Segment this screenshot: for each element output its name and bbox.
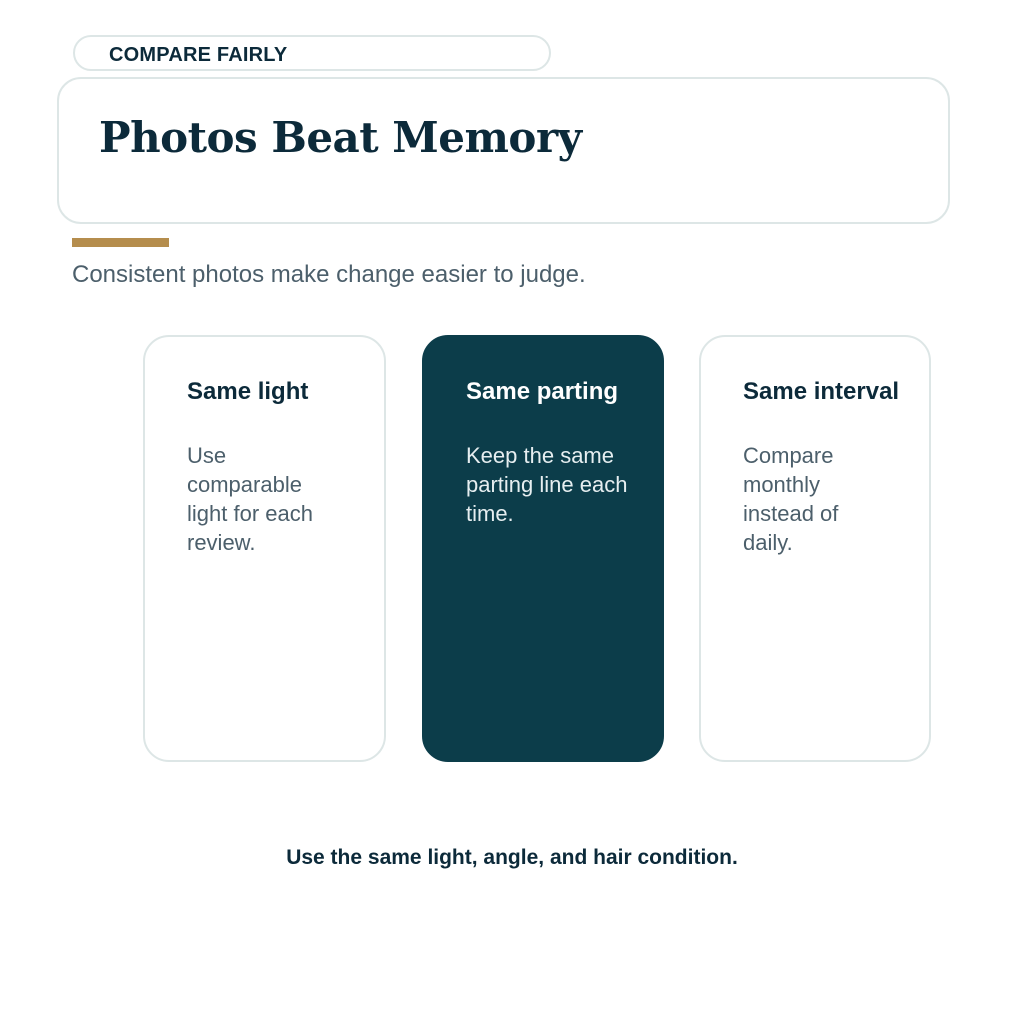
title-card bbox=[57, 77, 950, 224]
tip-card-heading: Same light bbox=[187, 378, 309, 405]
tip-card-heading: Same interval bbox=[743, 378, 900, 405]
page-subtitle: Consistent photos make change easier to judge. bbox=[72, 261, 586, 288]
footer-note: Use the same light, angle, and hair condition. bbox=[286, 846, 738, 869]
tip-card-same-light bbox=[143, 335, 386, 762]
section-eyebrow-pill bbox=[73, 35, 551, 71]
tip-card-same-parting bbox=[422, 335, 664, 762]
tip-card-body: Use comparable light for each review. bbox=[187, 443, 313, 555]
accent-divider bbox=[72, 238, 169, 247]
tip-card-same-interval bbox=[699, 335, 931, 762]
eyebrow-label: COMPARE FAIRLY bbox=[109, 44, 288, 66]
tip-card-heading: Same parting bbox=[466, 378, 619, 405]
page-title: Photos Beat Memory bbox=[99, 113, 582, 162]
tip-card-body: Keep the same parting line each time. bbox=[466, 443, 628, 526]
tip-card-body: Compare monthly instead of daily. bbox=[743, 443, 839, 555]
